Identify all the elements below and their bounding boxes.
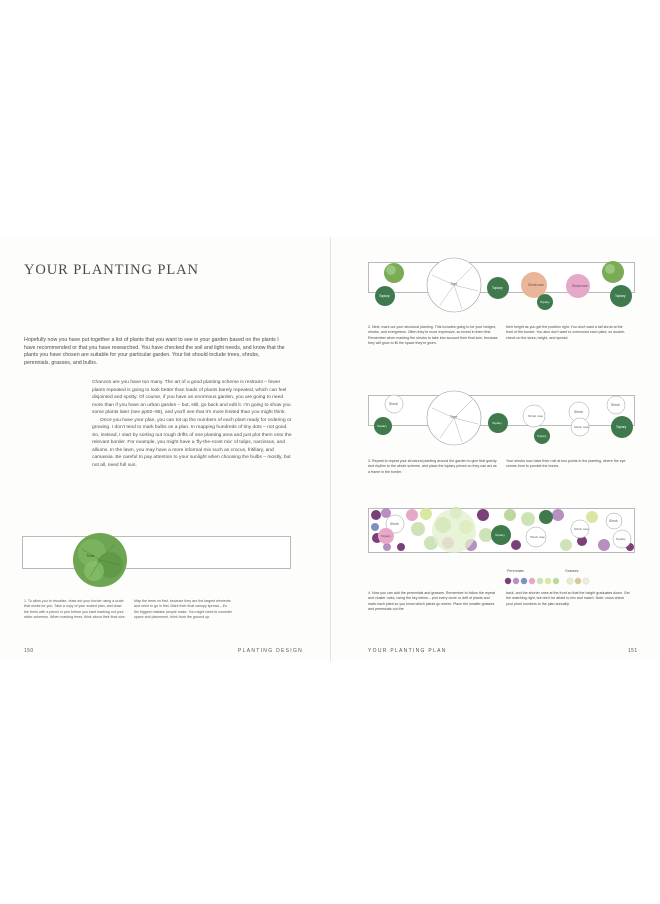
topiary-label: Topiary — [616, 425, 627, 429]
topiary-label: Topiary — [381, 534, 391, 538]
caption-2: 2. Next, mark out your structural planting. This includes going to be your hedges, shrubs, and evergreens. Often they're more expensive, so invest in them first. Remember when marking the shrubs to take into account their final size, because they will grow to fill the space they're given. — [368, 325, 498, 346]
topiary-label: Topiary — [537, 434, 547, 438]
body-paragraph: Once you have your plan, you can tot up the numbers of each plant ready for ordering or growing. I don't tend to mark bulbs on a plan. In mapping hundreds of tiny dots – not good. So, instead, I start by sorting out rough drifts of one planting area and just plot them onto the relevant border. For example, you might have a 'fly-the-roost mix' of tulips, narcissus, and alliums. In the lawn, you may have a more informal mix such as crocus, fritillary, and camassia. Be careful to pay attention to your sunlight when choosing the bulbs – mostly, but not all, need full sun. — [92, 417, 292, 468]
structural-planting-diagram — [368, 257, 638, 321]
topiary-label: Topiary — [540, 300, 550, 304]
caption-4: 4. Now you can add the perennials and grasses. Remember to follow the repeat and cluster rules, using the key below – plot every circle or drift of plants and mark each plant so you know which plants go where. Place the smaller grasses and perennials out the — [368, 591, 496, 612]
tree-canopy-icon — [432, 509, 476, 553]
intro-paragraph: Hopefully now you have put together a list of plants that you want to see in your garden based on the plants I have recommended or that you have researched. You have checked the soil and light needs, and know that the plants you have chosen are suitable for your particular garden. Your list should include trees, shrubs, perennials, grasses, and bulbs. — [24, 337, 285, 366]
shrub-label: Shrub — [609, 519, 618, 523]
running-head: YOUR PLANTING PLAN — [368, 648, 447, 654]
tree-label: Tree — [86, 553, 95, 558]
plant-color-key — [504, 576, 594, 586]
topiary-label: Topiary — [379, 294, 390, 298]
page-number: 150 — [24, 648, 34, 654]
topiary-label: Topiary — [492, 286, 503, 290]
topiary-label: Topiary — [377, 424, 387, 428]
grasses-legend-title: Grasses — [565, 569, 579, 573]
left-page — [0, 237, 331, 661]
tree-label: Tree — [450, 282, 458, 286]
shrub-rose-label: Shrub rose — [530, 535, 545, 539]
caption-1-continued: Map the trees on first, because they are the largest elements and need to go in first. Mark their final canopy spread – it's the biggest mistake people make. You might need to consider space and placement, think from the ground up. — [134, 599, 232, 620]
shrub-rose-label: Shrub rose — [574, 425, 589, 429]
running-head: PLANTING DESIGN — [238, 648, 304, 654]
page-title: YOUR PLANTING PLAN — [24, 262, 199, 278]
repeated-structure-diagram — [368, 390, 638, 456]
topiary-label: Topiary — [615, 294, 626, 298]
shrub-rose-label: Shrub rose — [528, 414, 544, 418]
shrub-label: Shrub — [574, 410, 583, 414]
topiary-label: Topiary — [616, 537, 626, 541]
shrub-label: Shrub — [390, 522, 399, 526]
perennials-grasses-diagram — [368, 505, 638, 573]
right-page — [330, 237, 660, 661]
topiary-label: Topiary — [492, 421, 502, 425]
caption-1: 1. To allow you to visualise, draw out your border using a scale that works for you. Take a copy of your scaled plan, and draw the trees with a pencil or pen before you start marking out your wider schemes. When marking trees, think about their final size. — [24, 599, 126, 620]
tree-label: Tree — [450, 415, 458, 419]
caption-3: 3. Repeat to repeat your structural planting around the garden to give that gravity and rhythm to the whole scheme, and place the topiary pieces so they can act as a frame in the border. — [368, 459, 497, 474]
shrub-rose-label: Shrub rose — [572, 284, 588, 288]
topiary-label: Topiary — [495, 533, 505, 537]
caption-4-continued: back, and the shorter ones at the front so that the height graduates down. Get the matching right, but don't be afraid to mix and match. Note: cross check your plant numbers to the plan annually. — [506, 591, 630, 606]
caption-2-continued: their height as you get the position right. You don't want a tall shrub at the front of the border. You also don't want to overcrowd each plant, so double-check on the sizes, height, and spread. — [506, 325, 626, 340]
shrub-label: Shrub — [389, 402, 398, 406]
perennials-legend-title: Perennials — [507, 569, 524, 573]
body-text — [92, 379, 292, 469]
caption-3-continued: Your shrubs now have their role at two points in the planting, where the eye comes from to provide the bones. — [506, 459, 626, 469]
shrub-label: Shrub — [611, 403, 620, 407]
tree-border-diagram — [22, 533, 292, 593]
body-paragraph: Chances are you have too many. The art of a good planting scheme is restraint – fewer plants repeated is going to look better than loads of plants barely repeated, which can feel disjointed and spotty. Of course, if you have an enormous garden, you are going to need more than if you have an urban garden – but, still, go back and edit it. I'm going to show you some plants later (see pp92–95), and you'll see that it's more limited than you might think. — [92, 380, 291, 415]
shrub-rose-label: Shrub rose — [528, 283, 544, 287]
page-number: 151 — [628, 648, 638, 654]
book-spread — [0, 237, 660, 661]
shrub-rose-label: Shrub rose — [574, 527, 589, 531]
